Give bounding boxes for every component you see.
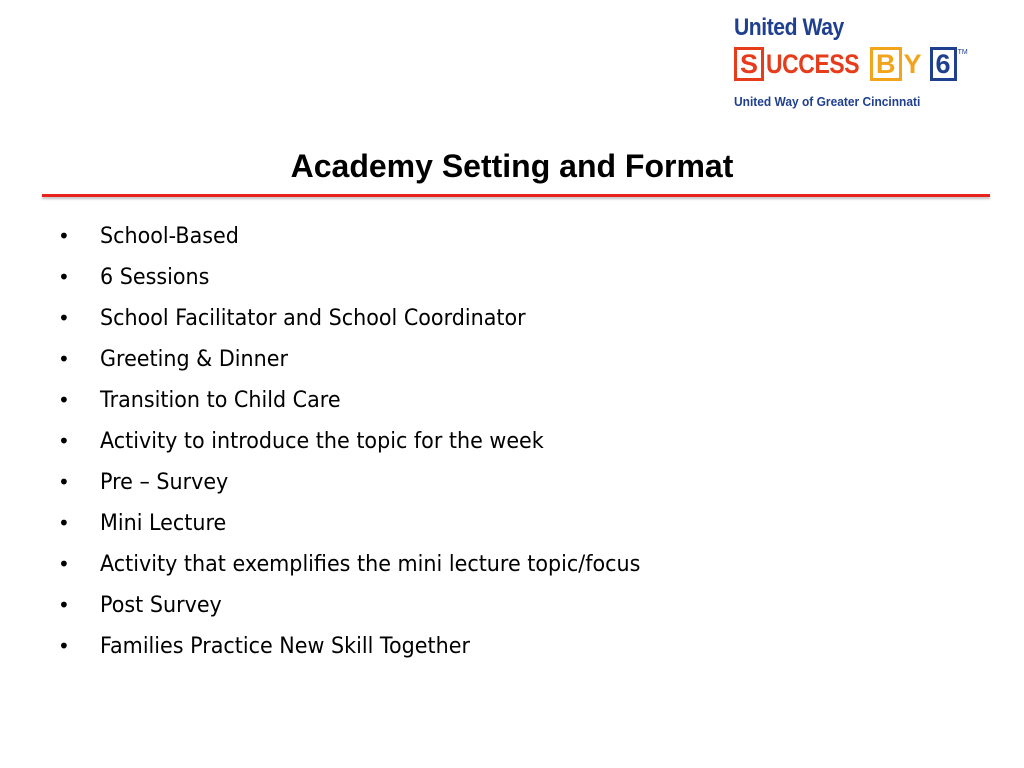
bullet-text: Mini Lecture (100, 511, 227, 536)
bullet-text: Transition to Child Care (100, 388, 341, 413)
logo-6-box: 6 (930, 47, 957, 81)
logo-uccess-text: UCCESS (766, 48, 860, 79)
bullet-icon: • (58, 265, 70, 289)
bullet-icon: • (58, 388, 70, 412)
united-way-success-by-6-logo (734, 14, 994, 114)
bullet-text: Families Practice New Skill Together (100, 634, 470, 659)
bullet-text: 6 Sessions (100, 265, 210, 290)
bullet-text: Activity to introduce the topic for the week (100, 429, 544, 454)
bullet-text: School-Based (100, 224, 239, 249)
bullet-icon: • (58, 470, 70, 494)
bullet-icon: • (58, 593, 70, 617)
logo-s-box: S (734, 47, 764, 81)
bullet-text: Post Survey (100, 593, 222, 618)
logo-success-by-6 (734, 47, 968, 81)
bullet-icon: • (58, 306, 70, 330)
logo-b-box: B (870, 47, 902, 81)
bullet-icon: • (58, 552, 70, 576)
logo-subtitle: United Way of Greater Cincinnati (734, 94, 921, 109)
bullet-icon: • (58, 511, 70, 535)
bullet-icon: • (58, 347, 70, 371)
bullet-text: Pre – Survey (100, 470, 229, 495)
logo-trademark: TM (957, 49, 968, 56)
bullet-icon: • (58, 429, 70, 453)
title-underline-divider (42, 194, 990, 197)
bullet-text: Greeting & Dinner (100, 347, 288, 372)
logo-united-way-text: United Way (734, 14, 844, 41)
slide-title: Academy Setting and Format (290, 148, 734, 184)
logo-y-text: Y (903, 48, 922, 79)
bullet-icon: • (58, 634, 70, 658)
bullet-icon: • (58, 224, 70, 248)
bullet-text: School Facilitator and School Coordinator (100, 306, 526, 331)
bullet-text: Activity that exemplifies the mini lecture topic/focus (100, 552, 641, 577)
